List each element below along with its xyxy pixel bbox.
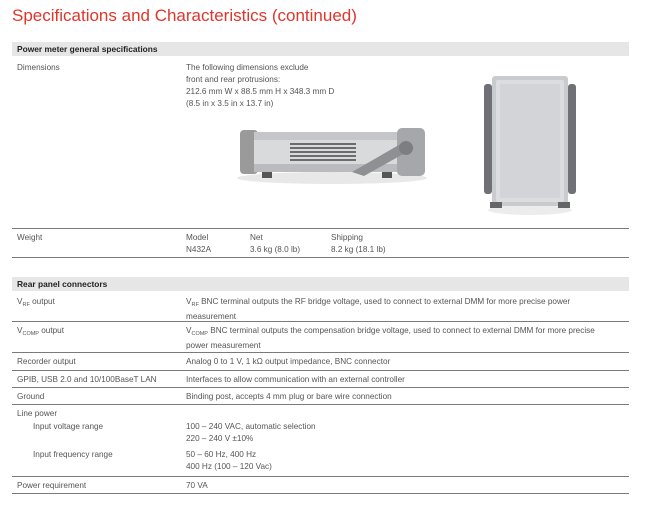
divider — [12, 321, 629, 322]
divider — [12, 476, 629, 477]
weight-net-value: 3.6 kg (8.0 lb) — [250, 245, 301, 254]
page-title: Specifications and Characteristics (continued) — [12, 6, 357, 25]
ground-description: Binding post, accepts 4 mm plug or bare wire connection — [186, 392, 392, 401]
input-frequency-value-1: 50 – 60 Hz, 400 Hz — [186, 450, 257, 459]
weight-col-shipping: Shipping — [331, 233, 363, 242]
line-power-label: Line power — [17, 409, 58, 418]
weight-shipping-value: 8.2 kg (18.1 lb) — [331, 245, 386, 254]
divider — [12, 352, 629, 353]
divider — [12, 404, 629, 405]
gpib-description: Interfaces to allow communication with an external controller — [186, 375, 405, 384]
divider — [12, 228, 629, 229]
section-header-general: Power meter general specifications — [12, 42, 629, 56]
input-voltage-label: Input voltage range — [33, 422, 104, 431]
dimensions-label: Dimensions — [17, 63, 60, 72]
weight-col-net: Net — [250, 233, 263, 242]
input-voltage-value-1: 100 – 240 VAC, automatic selection — [186, 422, 316, 431]
weight-label: Weight — [17, 233, 43, 242]
weight-model-value: N432A — [186, 245, 212, 254]
gpib-label: GPIB, USB 2.0 and 10/100BaseT LAN — [17, 375, 157, 384]
dimensions-line-4: (8.5 in x 3.5 in x 13.7 in) — [186, 99, 274, 108]
input-voltage-value-2: 220 – 240 V ±10% — [186, 434, 254, 443]
section-header-rear: Rear panel connectors — [12, 277, 629, 291]
dimensions-line-3: 212.6 mm W x 88.5 mm H x 348.3 mm D — [186, 87, 335, 96]
instrument-side-view-image — [232, 118, 432, 188]
divider — [12, 370, 629, 371]
ground-label: Ground — [17, 392, 45, 401]
instrument-upright-view-image — [480, 70, 580, 218]
vrf-output-description: $V_{RF}$ BNC terminal outputs the RF bridge voltage, used to connect to external DMM for more precise power measurement — [186, 297, 571, 321]
input-frequency-value-2: 400 Hz (100 – 120 Vac) — [186, 462, 272, 471]
power-requirement-value: 70 VA — [186, 481, 208, 490]
divider — [12, 257, 629, 258]
dimensions-line-1: The following dimensions exclude — [186, 63, 309, 72]
dimensions-line-2: front and rear protrusions: — [186, 75, 281, 84]
divider — [12, 387, 629, 388]
input-frequency-label: Input frequency range — [33, 450, 113, 459]
divider — [12, 493, 629, 494]
recorder-output-label: Recorder output — [17, 357, 76, 366]
power-requirement-label: Power requirement — [17, 481, 87, 490]
weight-col-model: Model — [186, 233, 209, 242]
vcomp-output-description: $V_{COMP}$ BNC terminal outputs the compensation bridge voltage, used to connect to external DMM for more precise power measurement — [186, 326, 595, 350]
recorder-output-description: Analog 0 to 1 V, 1 kΩ output impedance, BNC connector — [186, 357, 391, 366]
vcomp-output-label: $V_{COMP}$ output — [17, 326, 65, 337]
vrf-output-label: $V_{RF}$ output — [17, 297, 55, 308]
